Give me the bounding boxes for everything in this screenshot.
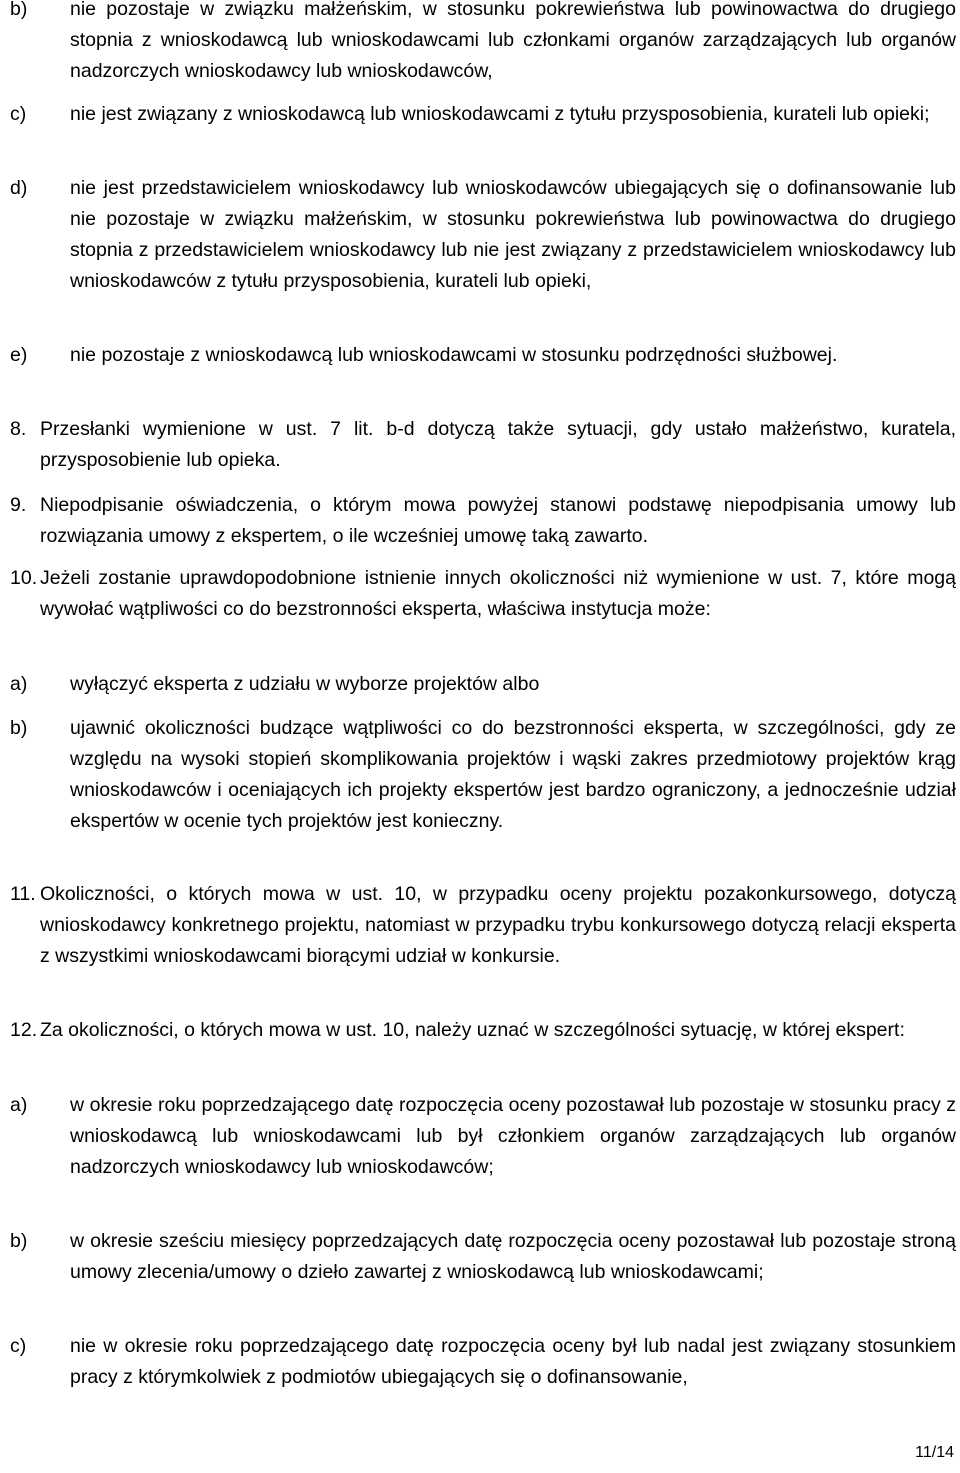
item-text: nie w okresie roku poprzedzającego datę rozpoczęcia oceny był lub nadal jest związany stosunkiem pracy z którymkolwiek z podmiotów ubiegających się o dofinansowanie, — [70, 1335, 956, 1388]
paragraph-9 — [10, 490, 956, 552]
paragraph-text: Okoliczności, o których mowa w ust. 10, w przypadku oceny projektu pozakonkursowego, dotyczą wnioskodawcy konkretnego projektu, natomiast w przypadku trybu konkursowego dotyczą relacji eksperta z wszystkimi wnioskodawcami biorącymi udział w konkursie. — [40, 883, 956, 967]
paragraph-number: 12. — [10, 1019, 38, 1041]
item-label: a) — [10, 1094, 28, 1116]
item-label: a) — [10, 673, 28, 695]
item-text: nie pozostaje w związku małżeńskim, w stosunku pokrewieństwa lub powinowactwa do drugiego stopnia z wnioskodawcą lub wnioskodawcami lub członkami organów zarządzających lub organów nadzorczych wnioskodawcy lub wnioskodawców, — [70, 0, 956, 82]
paragraph-12 — [10, 1015, 956, 1046]
item-label: b) — [10, 717, 28, 739]
item-label: c) — [10, 103, 27, 125]
item-text: nie jest związany z wnioskodawcą lub wnioskodawcami z tytułu przysposobienia, kurateli lub opieki; — [70, 103, 930, 125]
paragraph-11 — [10, 879, 956, 972]
paragraph-number: 10. — [10, 567, 38, 589]
item-text: w okresie sześciu miesięcy poprzedzających datę rozpoczęcia oceny pozostawał lub pozostaje stroną umowy zlecenia/umowy o dzieło zawartej z wnioskodawcą lub wnioskodawcami; — [70, 1230, 956, 1283]
item-text: w okresie roku poprzedzającego datę rozpoczęcia oceny pozostawał lub pozostaje w stosunku pracy z wnioskodawcą lub wnioskodawcami lub był członkiem organów zarządzających lub organów nadzorczych wnioskodawcy lub wnioskodawców; — [70, 1094, 956, 1178]
paragraph-8 — [10, 414, 956, 476]
item-text: ujawnić okoliczności budzące wątpliwości co do bezstronności eksperta, w szczególności, gdy ze względu na wysoki stopień skomplikowania projektów i wąski zakres przedmiotowy projektów krąg wnioskodawców i oceniających ich projekty ekspertów jest bardzo ograniczony, a jednocześnie udział ekspertów w ocenie tych projektów jest konieczny. — [70, 717, 956, 832]
list-item-b — [10, 713, 956, 837]
paragraph-10 — [10, 563, 956, 625]
paragraph-text: Przesłanki wymienione w ust. 7 lit. b-d dotyczą także sytuacji, gdy ustało małżeństwo, kuratela, przysposobienie lub opieka. — [40, 418, 956, 471]
item-label: b) — [10, 0, 28, 20]
item-text: nie jest przedstawicielem wnioskodawcy lub wnioskodawców ubiegających się o dofinansowanie lub nie pozostaje w związku małżeńskim, w stosunku pokrewieństwa lub powinowactwa do drugiego stopnia z przedstawicielem wnioskodawcy lub nie jest związany z przedstawicielem wnioskodawcy lub wnioskodawców z tytułu przysposobienia, kurateli lub opieki, — [70, 177, 956, 292]
list-item-e — [10, 340, 956, 371]
paragraph-text: Jeżeli zostanie uprawdopodobnione istnienie innych okoliczności niż wymienione w ust. 7, które mogą wywołać wątpliwości co do bezstronności eksperta, właściwa instytucja może: — [40, 567, 956, 620]
list-item-c — [10, 1331, 956, 1393]
item-text: nie pozostaje z wnioskodawcą lub wnioskodawcami w stosunku podrzędności służbowej. — [70, 344, 838, 366]
item-label: c) — [10, 1335, 27, 1357]
item-label: e) — [10, 344, 28, 366]
item-label: b) — [10, 1230, 28, 1252]
paragraph-number: 9. — [10, 494, 27, 516]
item-label: d) — [10, 177, 28, 199]
paragraph-number: 11. — [10, 883, 36, 905]
page-number: 11/14 — [915, 1444, 954, 1461]
list-item-b — [10, 0, 956, 87]
paragraph-number: 8. — [10, 418, 27, 440]
list-item-c — [10, 99, 956, 130]
paragraph-text: Za okoliczności, o których mowa w ust. 10, należy uznać w szczególności sytuację, w której ekspert: — [40, 1019, 905, 1041]
paragraph-text: Niepodpisanie oświadczenia, o którym mowa powyżej stanowi podstawę niepodpisania umowy lub rozwiązania umowy z ekspertem, o ile wcześniej umowę taką zawarto. — [40, 494, 956, 547]
list-item-a — [10, 669, 956, 700]
list-item-b — [10, 1226, 956, 1288]
item-text: wyłączyć eksperta z udziału w wyborze projektów albo — [70, 673, 540, 695]
list-item-d — [10, 173, 956, 297]
list-item-a — [10, 1090, 956, 1183]
